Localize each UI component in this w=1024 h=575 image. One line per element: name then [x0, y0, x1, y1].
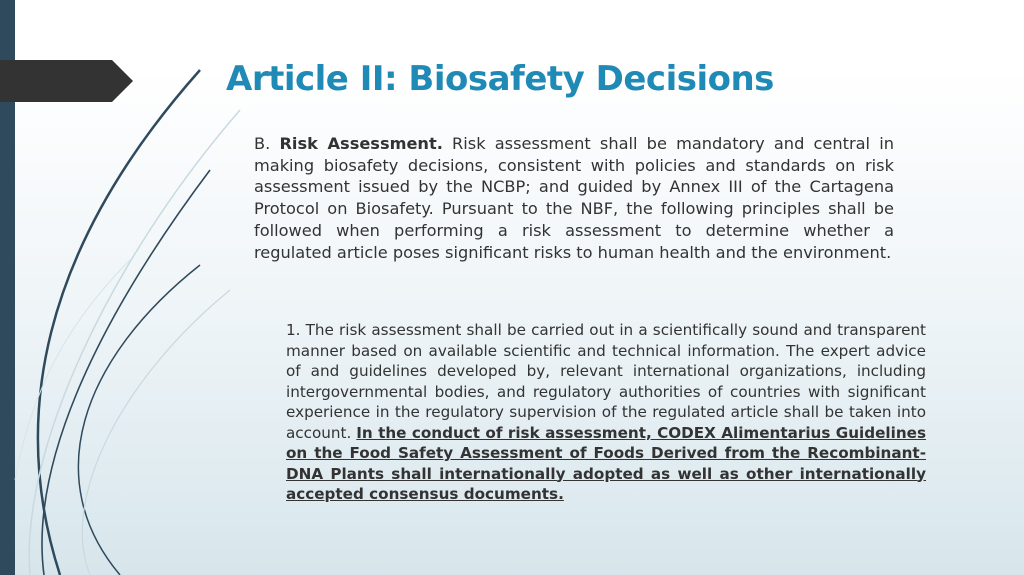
risk-assessment-paragraph: [254, 133, 894, 263]
page-title: Article II: Biosafety Decisions: [226, 59, 774, 99]
bullet2-text: 1. The risk assessment shall be carried out in a scientifically sound and transparent manner based on available scientific and technical information. The expert advice of and guidelines developed by, relevant international organizations, including intergovernmental bodies, and regulatory authorities of countries with significant experience in the regulatory supervision of the regulated article shall be taken into account.: [286, 321, 926, 442]
principle-1-paragraph: [286, 320, 926, 505]
bullet2-emphasis: In the conduct of risk assessment, CODEX Alimentarius Guidelines on the Food Safety Assessment of Foods Derived from the Recombinant-DNA Plants shall internationally adopted as well as other internationally accepted consensus documents.: [286, 423, 926, 503]
bullet1-prefix: B.: [254, 134, 271, 153]
bullet1-heading: Risk Assessment.: [279, 134, 443, 153]
bullet1-text: Risk assessment shall be mandatory and central in making biosafety decisions, consistent with policies and standards on risk assessment issued by the NCBP; and guided by Annex III of the Cartagena Protocol on Biosafety. Pursuant to the NBF, the following principles shall be followed when performing a risk assessment to determine whether a regulated article poses significant risks to human health and the environment.: [254, 134, 894, 262]
title-arrow-shape: [0, 60, 134, 102]
